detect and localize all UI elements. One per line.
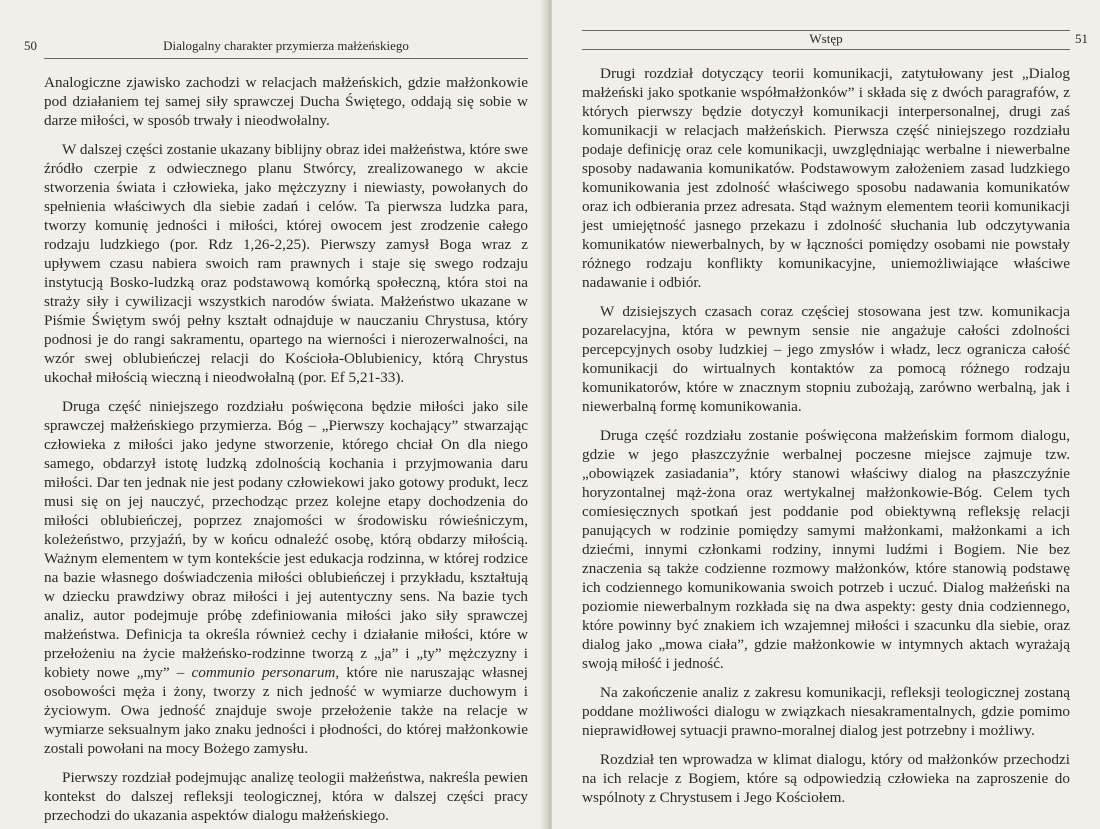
paragraph-text: , które nie naruszając własnej osobowości męża i żony, tworzy z nich jedność w wymiarze duchowym i życiowym. Owa jedność znajduje swoje przełożenie także na relacje w wymiarze seksualnym jako znaku jedności i płodności, do której małżonkowie zostali powołani na mocy Bożego zamysłu. — [44, 664, 529, 757]
left-page — [0, 0, 548, 829]
paragraph-text: Druga część niniejszego rozdziału poświęcona będzie miłości jako sile sprawczej małżeńskiego przymierza. Bóg – „Pierwszy kochający” stwarzając człowieka z miłości jako jedyne stworzenie, którego chciał On dla niego samego, obdarzył istotę ludzką zdolnością kochania i przyjmowania daru miłości. Dar ten jednak nie jest podany człowiekowi jako gotowy produkt, lecz musi się on jej nauczyć, przechodząc przez kolejne etapy dochodzenia do miłości oblubieńczej, poprzez znajomości w środowisku rówieśniczym, koleżeństwo, przyjaźń, by w końcu odnaleźć osobę, którą obdarzy miłością. Ważnym elementem w tym kontekście jest edukacja rodzinna, w której rodzice na bazie własnego doświadczenia miłości oblubieńczej i przykładu, kształtują w dziecku prawdziwy obraz miłości i jej autentyczny sens. Na bazie tych analiz, autor podejmuje próbę zdefiniowania miłości jako siły sprawczej małżeństwa. Definicja ta określa również cechy i działanie miłości, które w przełożeniu na życie małżeńsko-rodzinne tworzą z „ja” i „ty” mężczyzny i kobiety nowe „my” – — [44, 398, 528, 681]
right-running-header — [582, 30, 1088, 50]
page-number: 50 — [24, 38, 37, 53]
right-body-text — [582, 64, 1070, 807]
paragraph: Na zakończenie analiz z zakresu komunikacji, refleksji teologicznej zostaną poddane możliwości dialogu w związkach niesakramentalnych, gdzie pomimo nieprawidłowej sytuacji prawno-moralnej dialog jest potrzebny i możliwy. — [582, 684, 1070, 739]
latin-term: communio personarum — [191, 664, 336, 681]
paragraph: Rozdział ten wprowadza w klimat dialogu, który od małżonków przechodzi na ich relacje z Bogiem, które są odpowiedzią człowieka na zaproszenie do wspólnoty z Chrystusem i Jego Kościołem. — [582, 751, 1070, 806]
right-page — [552, 0, 1100, 829]
paragraph: Analogiczne zjawisko zachodzi w relacjach małżeńskich, gdzie małżonkowie pod działaniem tej samej siły sprawczej Ducha Świętego, oddają się sobie w darze miłości, w sposób trwały i nieodwołalny. — [44, 74, 528, 129]
paragraph: Pierwszy rozdział podejmując analizę teologii małżeństwa, nakreśla pewien kontekst do dalszej refleksji teologicznej, która w dalszej części pracy przechodzi do ukazania aspektów dialogu małżeńskiego. — [44, 769, 528, 824]
paragraph: W dzisiejszych czasach coraz częściej stosowana jest tzw. komunikacja pozarelacyjna, która w pewnym sensie nie angażuje całości zdolności percepcyjnych osoby ludzkiej – jego zmysłów i władz, lecz ogranicza całość komunikacji do wirtualnych kontaktów za pomocą różnego rodzaju komunikatorów, które w znacznym stopniu zubożają, zarówno werbalną, jak i niewerbalną formę komunikowania. — [582, 303, 1070, 415]
paragraph: W dalszej części zostanie ukazany biblijny obraz idei małżeństwa, które swe źródło czerpie z odwiecznego planu Stwórcy, zrealizowanego w akcie stworzenia świata i człowieka, jako mężczyzny i niewiasty, powołanych do spełnienia właściwych dla siebie zadań i celów. Ta pierwsza ludzka para, tworzy komunię jedności i miłości, której owocem jest zrodzenie całego rodzaju ludzkiego (por. Rdz 1,26-2,25). Pierwszy zamysł Boga wraz z upływem czasu nabiera swoich ram prawnych i staje się swego rodzaju instytucją Bosko-ludzką oraz podstawową komórką społeczną, która stoi na straży siły i cywilizacji wszystkich narodów świata. Małżeństwo ukazane w Piśmie Świętym swój pełny kształt odnajduje w nauczaniu Chrystusa, który podnosi je do rangi sakramentu, opartego na wierności i nierozerwalności, na wzór swej oblubieńczej relacji do Kościoła-Oblubienicy, którą Chrystus ukochał miłością wieczną i nieodwołalną (por. Ef 5,21-33). — [44, 141, 528, 386]
left-body-text — [44, 73, 528, 825]
running-head-title: Wstęp — [809, 31, 843, 46]
page-number: 51 — [1075, 31, 1088, 46]
running-head-title: Dialogalny charakter przymierza małżeńskiego — [163, 38, 409, 53]
paragraph: Druga część rozdziału zostanie poświęcona małżeńskim formom dialogu, gdzie w jego płaszczyźnie werbalnej poczesne miejsce zajmuje tzw. „obowiązek zasiadania”, który stanowi właściwy dialog na płaszczyźnie horyzontalnej mąż-żona oraz wertykalnej małżonkowie-Bóg. Celem tych comiesięcznych spotkań jest poddanie pod obiektywną refleksję relacji panujących w rodzinie pomiędzy samymi małżonkami, małżonkami a ich dziećmi, innymi członkami rodziny, innymi ludźmi i Bogiem. Nie bez znaczenia są także codzienne rozmowy małżonków, które stanowią podstawę ich codziennego komunikowania swoich potrzeb i uczuć. Dialog małżeński na poziomie niewerbalnym rozkłada się na dwa aspekty: gesty dnia codziennego, które powinny być znakiem ich wzajemnej miłości i szacunku dla siebie, oraz dialog jako „mowa ciała”, gdzie małżonkowie w intymnych aktach wyrażają swoją miłość i jedność. — [582, 427, 1070, 672]
paragraph: Drugi rozdział dotyczący teorii komunikacji, zatytułowany jest „Dialog małżeński jako spotkanie współmałżonków” i składa się z dwóch paragrafów, z których pierwszy będzie dotyczył komunikacji interpersonalnej, drugi zaś komunikacji w relacjach małżeńskich. Pierwsza część niniejszego rozdziału podaje definicję oraz cele komunikacji, uwzględniając werbalne i niewerbalne sposoby nadawania komunikatów. Podstawowym założeniem zasad ludzkiego komunikowania jest zdolność właściwego sposobu nadawania komunikatów oraz ich odbierania przez adresata. Stąd ważnym elementem teorii komunikacji jest umiejętność jasnego przekazu i zdolność słuchania lub odczytywania komunikatów niewerbalnych, by w łączności pomiędzy osobami nie powstały różnego rodzaju konflikty komunikacyjne, uniemożliwiające właściwe nadawanie i odbiór. — [582, 65, 1070, 291]
paragraph — [44, 397, 528, 758]
left-running-header — [24, 38, 528, 59]
